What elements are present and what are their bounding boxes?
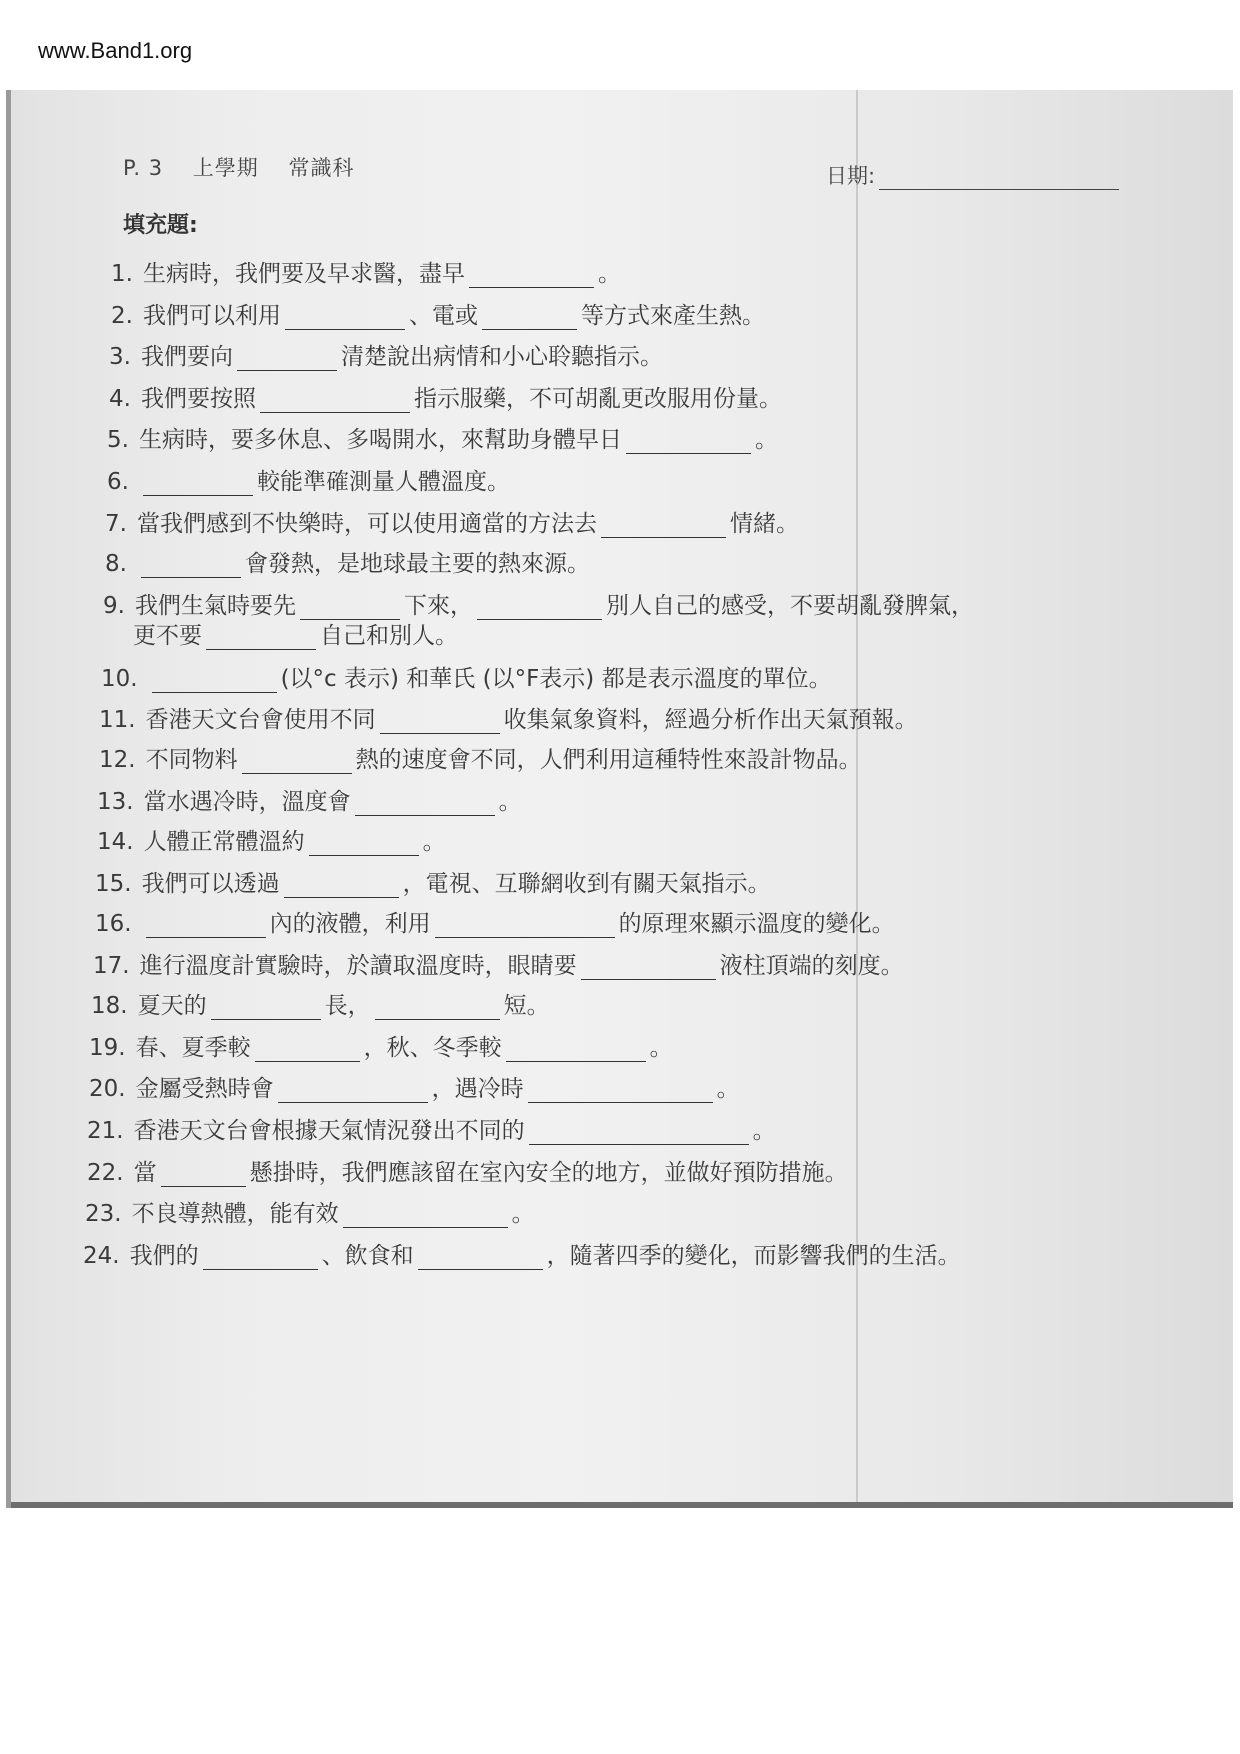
answer-blank [211,995,321,1020]
answer-blank [309,831,419,856]
answer-blank [242,749,352,774]
answer-blank [482,305,577,330]
question-21: 21. 香港天文台會根據天氣情況發出不同的 。 [87,1118,776,1144]
question-9: 9. 我們生氣時要先 下來， 別人自己的感受，不要胡亂發脾氣， [103,593,974,619]
answer-blank [626,429,751,454]
answer-blank [380,709,500,734]
question-1: 1. 生病時，我們要及早求醫，盡早 。 [111,261,621,287]
question-14: 14. 人體正常體溫約 。 [97,829,446,855]
answer-blank [529,1120,749,1145]
answer-blank [528,1078,713,1103]
question-23: 23. 不良導熱體，能有效 。 [85,1201,535,1227]
answer-blank [601,513,726,538]
site-watermark-url: www.Band1.org [38,38,193,63]
question-5: 5. 生病時，要多休息、多喝開水，來幫助身體早日 。 [107,427,778,453]
answer-blank [255,1037,360,1062]
section-title: 填充題: [123,213,198,238]
date-label: 日期: [826,164,876,188]
question-18: 18. 夏天的 長， 短。 [91,993,550,1019]
subject-label: 常識科 [288,156,355,180]
paper-fold-line [856,90,858,1508]
answer-blank [581,955,716,980]
question-13: 13. 當水遇冷時，溫度會 。 [97,789,522,815]
answer-blank [278,1078,428,1103]
question-2: 2. 我們可以利用 、電或 等方式來產生熱。 [111,303,765,329]
question-8: 8. 會發熱，是地球最主要的熱來源。 [105,551,590,577]
term-label: 上學期 [192,156,259,180]
answer-blank [161,1162,246,1187]
date-blank [879,167,1119,190]
answer-blank [152,668,277,693]
answer-blank [203,1245,318,1270]
answer-blank [260,388,410,413]
worksheet-paper [6,90,1233,1508]
answer-blank [375,995,500,1020]
answer-blank [237,346,337,371]
answer-blank [477,595,602,620]
answer-blank [469,263,594,288]
answer-blank [343,1203,508,1228]
question-6: 6. 較能準確測量人體溫度。 [107,469,510,495]
question-4: 4. 我們要按照 指示服藥，不可胡亂更改服用份量。 [109,386,782,412]
question-24: 24. 我們的 、飲食和 ，隨著四季的變化，而影響我們的生活。 [83,1243,961,1269]
question-10: 10. (以°c 表示) 和華氏 (以°F表示) 都是表示溫度的單位。 [101,666,832,692]
answer-blank [146,913,266,938]
answer-blank [418,1245,543,1270]
question-16: 16. 內的液體，利用 的原理來顯示溫度的變化。 [95,911,895,937]
answer-blank [355,791,495,816]
answer-blank [143,471,253,496]
worksheet-header [123,152,376,182]
question-19: 19. 春、夏季較 ，秋、冬季較 。 [89,1035,673,1061]
question-9-continued: 更不要 自己和別人。 [133,623,458,649]
question-11: 11. 香港天文台會使用不同 收集氣象資料，經過分析作出天氣預報。 [99,707,918,733]
question-3: 3. 我們要向 清楚說出病情和小心聆聽指示。 [109,344,663,370]
grade-label: P. 3 [123,156,164,180]
question-22: 22. 當 懸掛時，我們應該留在室內安全的地方，並做好預防措施。 [87,1160,848,1186]
question-20: 20. 金屬受熱時會 ，遇冷時 。 [89,1076,740,1102]
date-field [826,160,1119,190]
answer-blank [435,913,615,938]
answer-blank [285,305,405,330]
question-17: 17. 進行溫度計實驗時，於讀取溫度時，眼睛要 液柱頂端的刻度。 [93,953,904,979]
answer-blank [141,553,241,578]
answer-blank [206,625,316,650]
answer-blank [300,595,400,620]
question-15: 15. 我們可以透過 ，電視、互聯網收到有關天氣指示。 [95,871,771,897]
answer-blank [284,873,399,898]
answer-blank [506,1037,646,1062]
question-12: 12. 不同物料 熱的速度會不同，人們利用這種特性來設計物品。 [99,747,862,773]
question-7: 7. 當我們感到不快樂時，可以使用適當的方法去 情緒。 [105,511,799,537]
